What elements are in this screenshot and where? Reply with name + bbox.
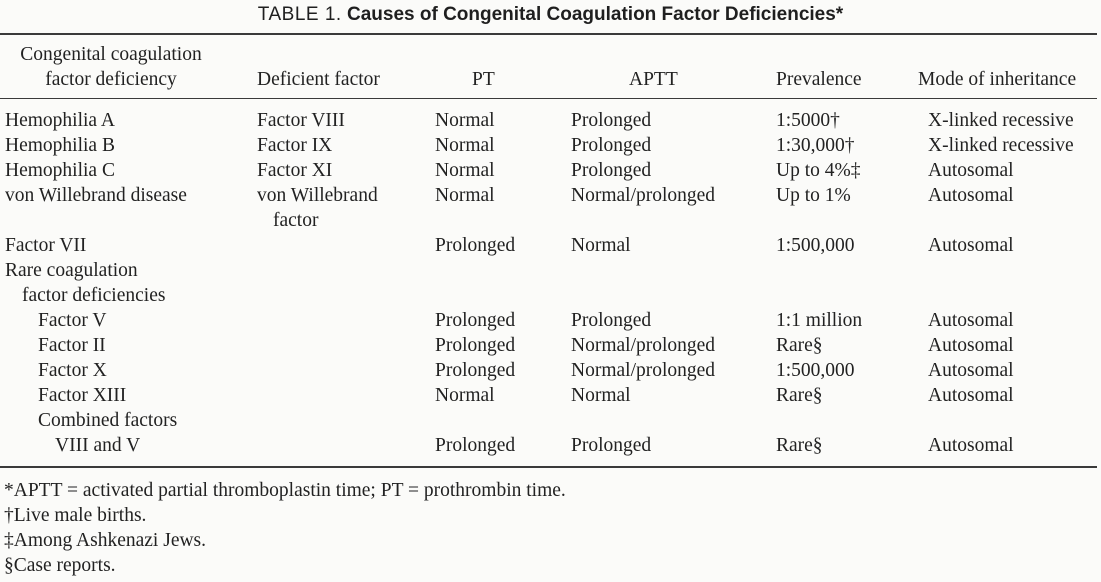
cell-inheritance: Autosomal xyxy=(928,160,1014,181)
header-deficiency xyxy=(0,42,222,92)
cell-pt: Normal xyxy=(435,160,495,181)
header-inheritance: Mode of inheritance xyxy=(918,69,1077,90)
cell-prevalence: Rare§ xyxy=(776,385,823,406)
cell-inheritance: Autosomal xyxy=(928,335,1014,356)
table-caption xyxy=(0,4,1101,26)
footnote-abbreviations: *APTT = activated partial thromboplastin time; PT = prothrombin time. xyxy=(4,480,566,501)
cell-prevalence: 1:30,000† xyxy=(776,135,855,156)
cell-deficiency: Factor XIII xyxy=(38,385,127,406)
table-label: TABLE 1. xyxy=(257,4,342,25)
header-deficiency-line2: factor deficiency xyxy=(45,69,177,90)
cell-factor: Factor IX xyxy=(257,135,333,156)
top-rule xyxy=(0,33,1097,35)
cell-factor: Factor VIII xyxy=(257,110,345,131)
cell-inheritance: X-linked recessive xyxy=(928,110,1074,131)
cell-inheritance: Autosomal xyxy=(928,235,1014,256)
cell-inheritance: X-linked recessive xyxy=(928,135,1074,156)
cell-inheritance: Autosomal xyxy=(928,360,1014,381)
cell-inheritance: Autosomal xyxy=(928,185,1014,206)
cell-aptt: Prolonged xyxy=(571,310,652,331)
cell-aptt: Normal/prolonged xyxy=(571,335,716,356)
header-deficient-factor: Deficient factor xyxy=(257,69,380,90)
cell-prevalence: Rare§ xyxy=(776,435,823,456)
cell-prevalence: 1:5000† xyxy=(776,110,840,131)
cell-aptt: Normal xyxy=(571,385,631,406)
cell-deficiency: Hemophilia A xyxy=(5,110,115,131)
header-pt: PT xyxy=(472,69,495,90)
cell-deficiency: Hemophilia C xyxy=(5,160,115,181)
cell-deficiency-continued: VIII and V xyxy=(55,435,141,456)
cell-prevalence: 1:500,000 xyxy=(776,235,855,256)
cell-prevalence: Up to 1% xyxy=(776,185,851,206)
cell-inheritance: Autosomal xyxy=(928,435,1014,456)
cell-group-heading-continued: factor deficiencies xyxy=(22,285,166,306)
cell-deficiency: Factor II xyxy=(38,335,106,356)
header-prevalence: Prevalence xyxy=(776,69,862,90)
cell-pt: Normal xyxy=(435,385,495,406)
bottom-rule xyxy=(0,466,1097,468)
cell-pt: Prolonged xyxy=(435,360,516,381)
cell-pt: Prolonged xyxy=(435,310,516,331)
cell-prevalence: Rare§ xyxy=(776,335,823,356)
cell-prevalence: 1:1 million xyxy=(776,310,863,331)
cell-factor: Factor XI xyxy=(257,160,333,181)
cell-aptt: Prolonged xyxy=(571,110,652,131)
cell-pt: Normal xyxy=(435,110,495,131)
cell-group-heading: Rare coagulation xyxy=(5,260,138,281)
cell-inheritance: Autosomal xyxy=(928,310,1014,331)
cell-deficiency: Factor X xyxy=(38,360,107,381)
cell-prevalence: 1:500,000 xyxy=(776,360,855,381)
cell-aptt: Prolonged xyxy=(571,135,652,156)
header-deficiency-line1: Congenital coagulation xyxy=(20,44,202,65)
cell-pt: Prolonged xyxy=(435,235,516,256)
footnote-dagger: †Live male births. xyxy=(4,505,147,526)
footnote-section: §Case reports. xyxy=(4,555,116,576)
cell-pt: Normal xyxy=(435,135,495,156)
cell-deficiency: Factor V xyxy=(38,310,107,331)
cell-aptt: Normal xyxy=(571,235,631,256)
footnote-double-dagger: ‡Among Ashkenazi Jews. xyxy=(4,530,207,551)
cell-aptt: Normal/prolonged xyxy=(571,185,716,206)
cell-pt: Normal xyxy=(435,185,495,206)
cell-aptt: Normal/prolonged xyxy=(571,360,716,381)
header-rule xyxy=(0,98,1097,99)
cell-factor-continued: factor xyxy=(273,210,319,231)
cell-pt: Prolonged xyxy=(435,335,516,356)
cell-aptt: Prolonged xyxy=(571,160,652,181)
cell-pt: Prolonged xyxy=(435,435,516,456)
cell-inheritance: Autosomal xyxy=(928,385,1014,406)
cell-factor: von Willebrand xyxy=(257,185,378,206)
cell-prevalence: Up to 4%‡ xyxy=(776,160,861,181)
cell-aptt: Prolonged xyxy=(571,435,652,456)
table-title: Causes of Congenital Coagulation Factor Deficiencies* xyxy=(346,4,844,25)
cell-deficiency: von Willebrand disease xyxy=(5,185,187,206)
cell-deficiency: Combined factors xyxy=(38,410,178,431)
cell-deficiency: Hemophilia B xyxy=(5,135,115,156)
header-aptt: APTT xyxy=(629,69,678,90)
cell-deficiency: Factor VII xyxy=(5,235,87,256)
